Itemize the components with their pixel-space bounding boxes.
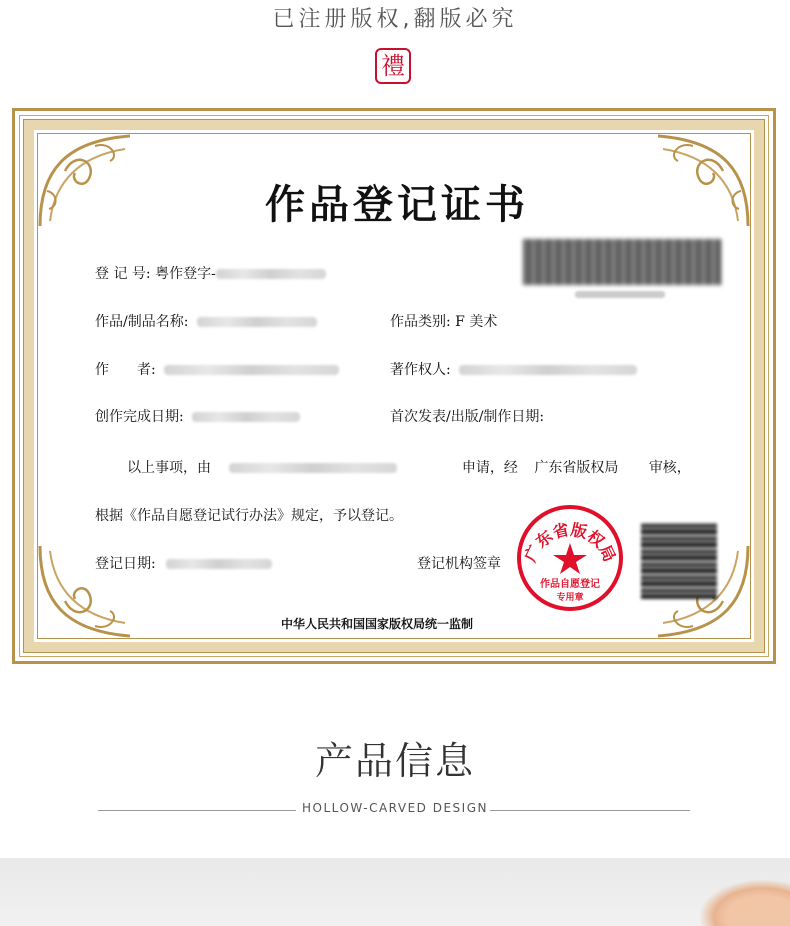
created-date-label: 创作完成日期: (95, 409, 184, 425)
para1-authority: 广东省版权局 (534, 460, 619, 476)
published-date-label: 首次发表/出版/制作日期: (390, 409, 545, 425)
paragraph-1 (127, 457, 691, 477)
redacted-value (229, 463, 397, 473)
redacted-value (166, 559, 272, 569)
certificate-footer: 中华人民共和国国家版权局统一监制 (280, 617, 473, 631)
redacted-value (192, 412, 300, 422)
para1-text-a: 以上事项，由 (127, 460, 211, 476)
para1-text-b: 申请，经 (461, 460, 518, 476)
redacted-value (459, 365, 637, 375)
copyright-banner: 已注册版权,翻版必究 (272, 7, 518, 32)
reg-no-row (95, 263, 326, 283)
owner-row (390, 359, 637, 379)
category-value: F 美术 (455, 314, 498, 330)
stamp-org-name: 广东省版权局 (520, 519, 620, 565)
created-date-row (95, 406, 300, 426)
official-red-stamp (515, 503, 625, 613)
reg-no-prefix: 粤作登字- (155, 266, 216, 282)
redacted-value (197, 317, 317, 327)
hand-photo-fragment (700, 880, 790, 926)
star-icon (553, 543, 587, 574)
redacted-barcode-number (575, 291, 665, 298)
published-date-row (390, 406, 544, 426)
redacted-value (164, 365, 339, 375)
product-photo-strip (0, 858, 790, 926)
reg-date-row (95, 553, 272, 573)
author-label: 作 者: (95, 362, 156, 378)
brand-seal-logo: 禮 (375, 48, 411, 84)
redacted-qr-code (641, 523, 717, 599)
para1-text-d: 审核， (648, 460, 691, 476)
section-subtitle: HOLLOW-CARVED DESIGN (302, 801, 488, 815)
reg-date-label: 登记日期: (95, 556, 156, 572)
category-row (390, 311, 497, 331)
redacted-barcode (523, 239, 721, 285)
reg-no-label: 登 记 号: (95, 266, 151, 282)
stamp-type: 专用章 (556, 593, 584, 603)
certificate (12, 108, 776, 664)
org-seal-label: 登记机构签章 (417, 556, 501, 572)
section-title: 产品信息 (314, 739, 475, 783)
author-row (95, 359, 339, 379)
stamp-purpose: 作品自愿登记 (540, 579, 600, 590)
work-name-row (95, 311, 317, 331)
paragraph-2: 根据《作品自愿登记试行办法》规定，予以登记。 (95, 508, 403, 524)
certificate-title: 作品登记证书 (265, 181, 529, 228)
redacted-value (216, 269, 326, 279)
divider-right (490, 810, 690, 811)
category-label: 作品类别: (390, 314, 451, 330)
work-name-label: 作品/制品名称: (95, 314, 189, 330)
owner-label: 著作权人: (390, 362, 451, 378)
